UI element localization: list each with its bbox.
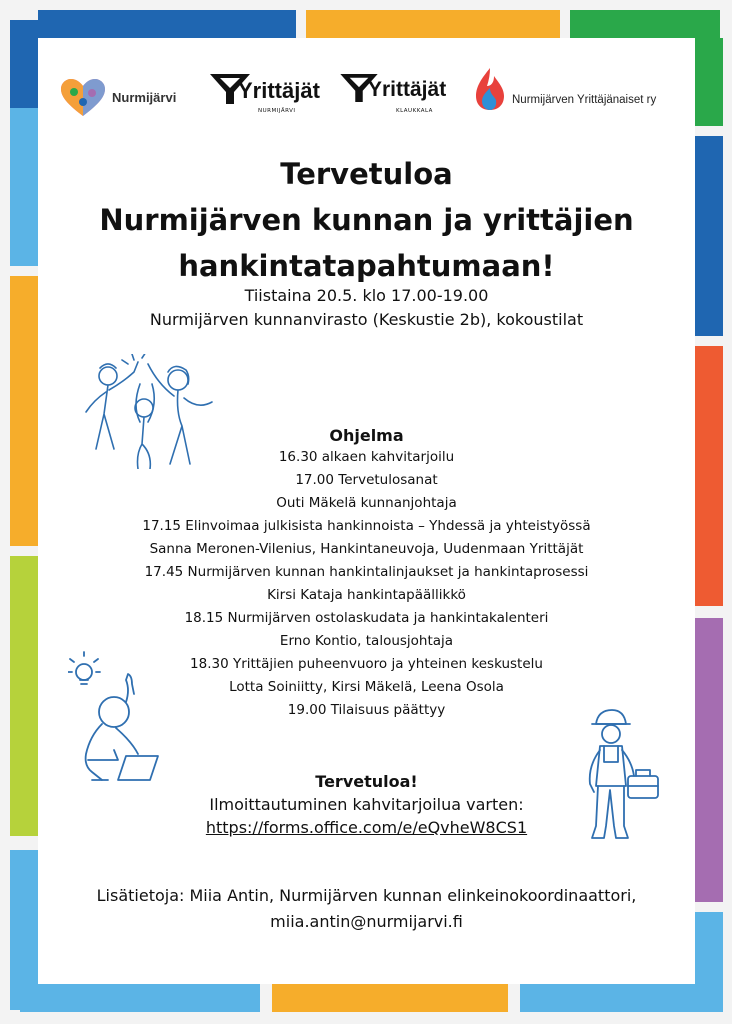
program-item: 18.30 Yrittäjien puheenvuoro ja yhteinen keskustelu xyxy=(190,656,543,672)
yrittajat-nurmijarvi-name: Yrittäjät xyxy=(238,78,320,103)
yrittajat-klaukkala-name: Yrittäjät xyxy=(368,78,447,101)
program-item: Sanna Meronen-Vilenius, Hankintaneuvoja, Uudenmaan Yrittäjät xyxy=(149,541,584,557)
frame-bar xyxy=(38,10,296,38)
frame-bar xyxy=(10,108,38,266)
welcome-heading: Tervetuloa xyxy=(280,157,453,191)
frame-bar xyxy=(520,984,720,1012)
frame-bar xyxy=(695,38,723,126)
registration-link-wrapper xyxy=(38,818,695,837)
registration-welcome: Tervetuloa! xyxy=(315,772,418,791)
frame-bar xyxy=(570,10,720,38)
nurmijarvi-heart-logo xyxy=(60,78,106,118)
frame-bar xyxy=(272,984,508,1012)
yrittajat-nurmijarvi-sub: NURMIJÄRVI xyxy=(258,108,296,114)
registration-text: Ilmoittautuminen kahvitarjoilua varten: xyxy=(209,795,524,814)
contact-line-1: Lisätietoja: Miia Antin, Nurmijärven kunnan elinkeinokoordinaattori, xyxy=(96,886,637,905)
title-line-2: hankintatapahtumaan! xyxy=(178,249,555,283)
nurmijarvi-logo-text: Nurmijärvi xyxy=(112,90,177,105)
yrittajanaiset-logo-text: Nurmijärven Yrittäjänaiset ry xyxy=(512,94,657,106)
program-item: 17.45 Nurmijärven kunnan hankintalinjaukset ja hankintaprosessi xyxy=(144,564,589,580)
frame-bar xyxy=(10,556,38,836)
program-item: 16.30 alkaen kahvitarjoilu xyxy=(278,449,455,465)
poster xyxy=(38,38,695,984)
program-item: Lotta Soiniitty, Kirsi Mäkelä, Leena Osola xyxy=(229,679,504,695)
program-item: Kirsi Kataja hankintapäällikkö xyxy=(267,587,466,603)
contact-email: miia.antin@nurmijarvi.fi xyxy=(270,912,463,931)
frame-bar xyxy=(10,20,38,108)
program-item: 17.15 Elinvoimaa julkisista hankinnoista – Yhdessä ja yhteistyössä xyxy=(142,518,591,534)
event-date: Tiistaina 20.5. klo 17.00-19.00 xyxy=(244,286,489,305)
frame-bar xyxy=(20,984,260,1012)
flame-logo-icon xyxy=(472,66,508,112)
title-line-1: Nurmijärven kunnan ja yrittäjien xyxy=(99,203,634,237)
event-location: Nurmijärven kunnanvirasto (Keskustie 2b), kokoustilat xyxy=(149,310,584,329)
program-item: Erno Kontio, talousjohtaja xyxy=(279,633,454,649)
frame-bar xyxy=(695,618,723,902)
person-laptop-idea-illustration xyxy=(68,650,168,790)
frame-bar xyxy=(695,136,723,336)
frame-bar xyxy=(695,346,723,606)
registration-link[interactable]: https://forms.office.com/e/eQvheW8CS1 xyxy=(205,818,528,837)
logo-row xyxy=(38,38,695,158)
program-heading: Ohjelma xyxy=(329,426,404,445)
yrittajat-klaukkala-sub: KLAUKKALA xyxy=(396,108,433,114)
program-item: Outi Mäkelä kunnanjohtaja xyxy=(276,495,457,511)
frame-bar xyxy=(306,10,560,38)
frame-bar xyxy=(10,276,38,546)
program-item: 18.15 Nurmijärven ostolaskudata ja hankintakalenteri xyxy=(184,610,549,626)
program-item: 19.00 Tilaisuus päättyy xyxy=(287,702,446,718)
program-item: 17.00 Tervetulosanat xyxy=(295,472,438,488)
